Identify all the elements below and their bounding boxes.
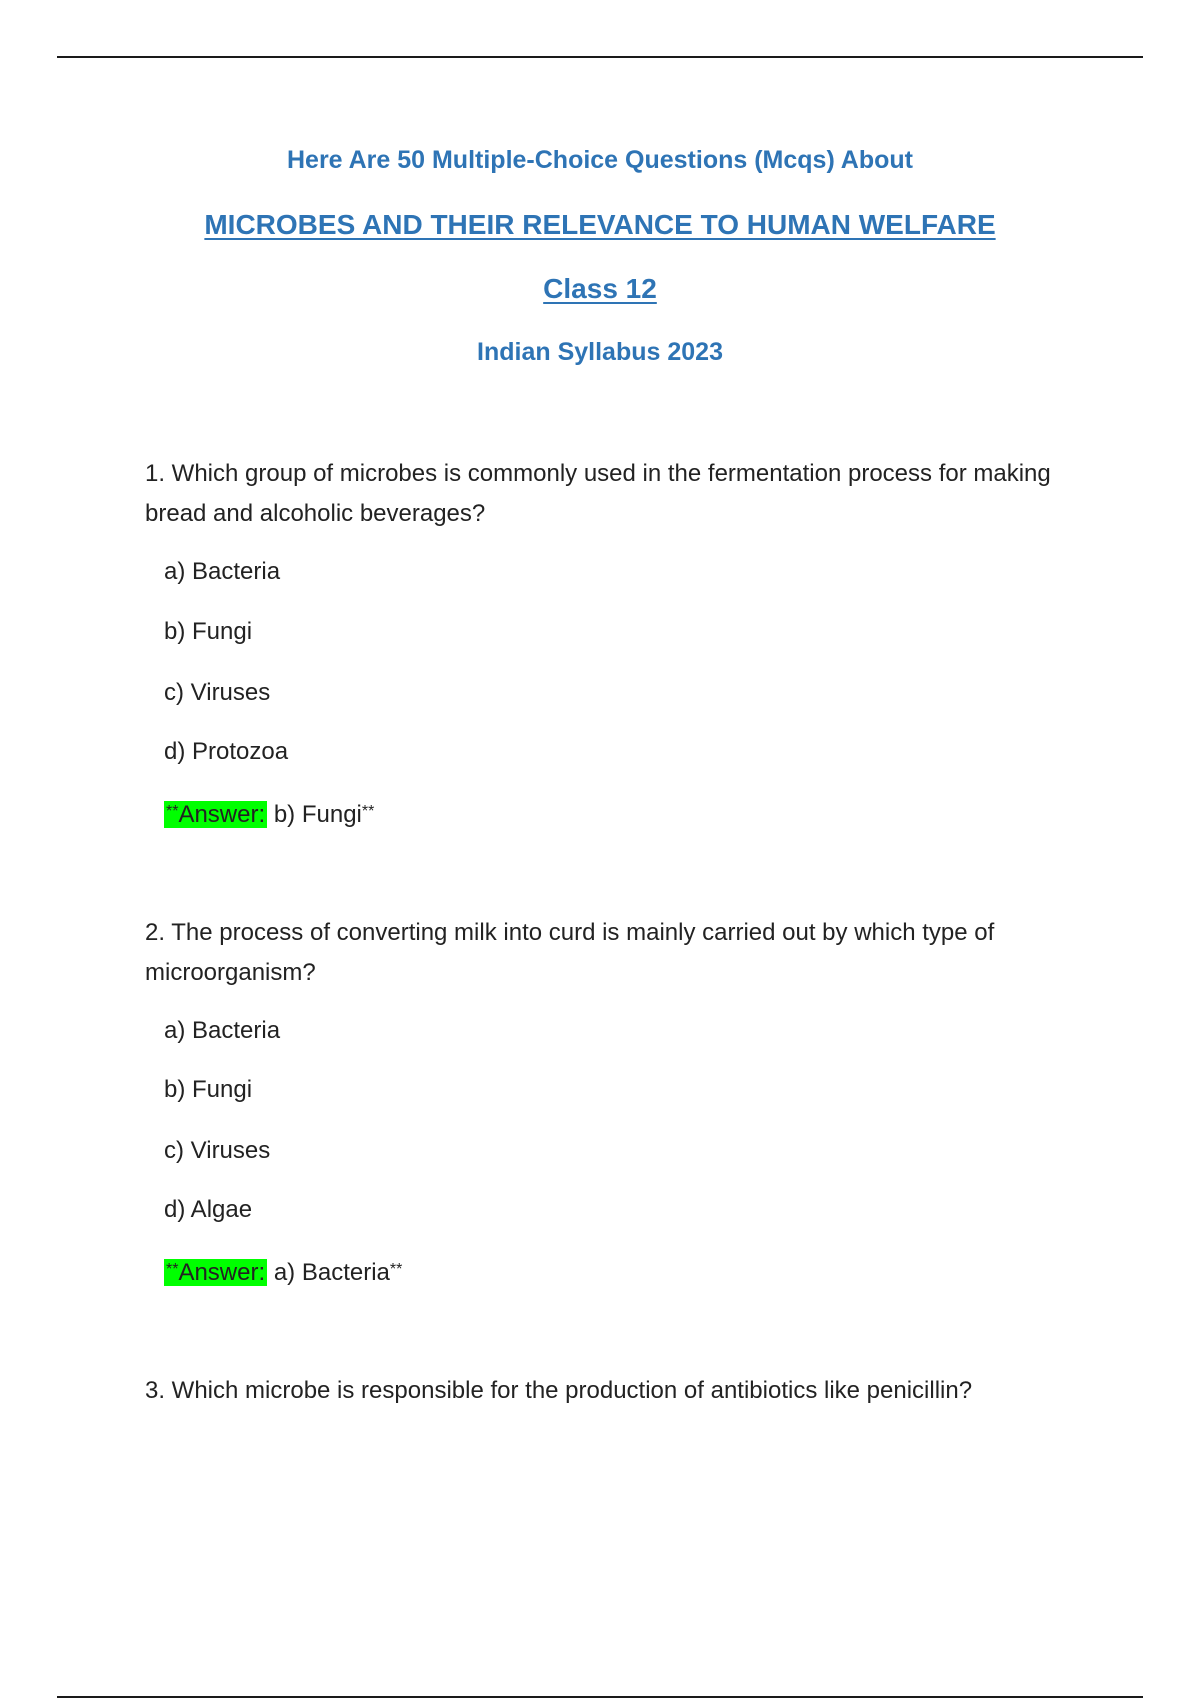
answer-prefix: ** <box>166 1261 179 1278</box>
answer-label: Answer: <box>178 1259 266 1286</box>
question-1-option-a: a) Bacteria <box>164 558 281 585</box>
intro-heading: Here Are 50 Multiple-Choice Questions (Mcqs) About <box>286 146 913 174</box>
question-1-answer <box>164 796 374 831</box>
question-2-option-c: c) Viruses <box>164 1137 271 1164</box>
answer-suffix: ** <box>389 1261 403 1278</box>
question-2-option-a: a) Bacteria <box>164 1017 281 1044</box>
answer-highlight <box>164 1259 267 1286</box>
answer-highlight <box>164 801 267 828</box>
class-heading-text: Class 12 <box>543 273 657 304</box>
question-1-text: 1. Which group of microbes is commonly used in the fermentation process for making bread and alcoholic beverages? <box>145 460 1051 527</box>
answer-prefix: ** <box>166 803 179 820</box>
syllabus-heading: Indian Syllabus 2023 <box>477 338 723 366</box>
question-1-option-d: d) Protozoa <box>164 738 289 765</box>
bottom-rule <box>57 1696 1143 1698</box>
answer-label: Answer: <box>178 801 266 828</box>
question-2-option-b: b) Fungi <box>164 1076 253 1103</box>
answer-value: b) Fungi <box>267 801 362 828</box>
topic-heading-text: MICROBES AND THEIR RELEVANCE TO HUMAN WELFARE <box>204 209 996 240</box>
question-2-text: 2. The process of converting milk into curd is mainly carried out by which type of microorganism? <box>145 919 995 986</box>
topic-heading <box>0 209 1200 241</box>
class-heading <box>0 273 1200 305</box>
question-2-answer <box>164 1254 402 1289</box>
top-rule <box>57 56 1143 58</box>
question-1-option-b: b) Fungi <box>164 618 253 645</box>
answer-value: a) Bacteria <box>267 1259 390 1286</box>
answer-suffix: ** <box>361 803 375 820</box>
question-1-option-c: c) Viruses <box>164 679 271 706</box>
question-3-text: 3. Which microbe is responsible for the production of antibiotics like penicillin? <box>145 1377 973 1404</box>
question-2-option-d: d) Algae <box>164 1196 253 1223</box>
